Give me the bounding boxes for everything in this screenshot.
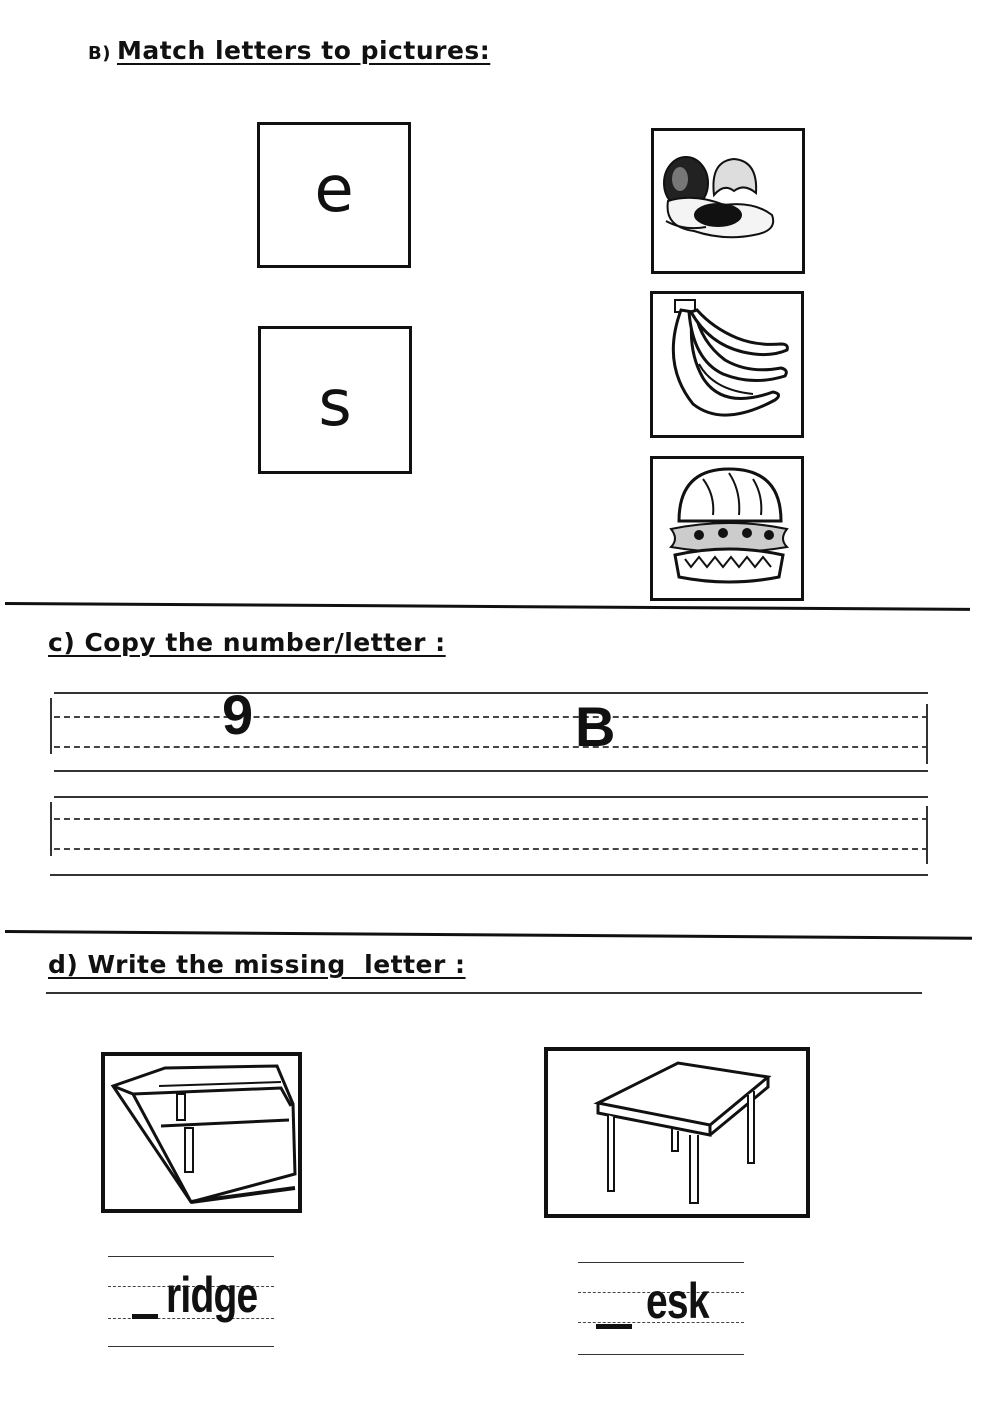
band-left-edge <box>50 802 52 856</box>
eggs-picture[interactable] <box>651 128 805 274</box>
letter-e: e <box>314 153 354 227</box>
band-dashed-line <box>54 716 928 718</box>
word-bottom-line <box>108 1346 274 1347</box>
letter-box-e[interactable] <box>257 122 411 268</box>
section-d-title: d) Write the missing letter : <box>48 950 466 979</box>
word-top-line <box>578 1262 744 1263</box>
word-bottom-line <box>578 1354 744 1355</box>
section-divider <box>5 930 972 940</box>
eggs-icon <box>654 131 802 271</box>
missing-letter-blank-1[interactable] <box>132 1314 158 1319</box>
band-left-edge <box>50 698 52 754</box>
section-c-heading <box>48 628 446 657</box>
letter-box-s[interactable] <box>258 326 412 474</box>
band-dashed-line <box>54 818 928 820</box>
sandwich-icon <box>653 459 801 598</box>
band-right-edge <box>926 806 928 864</box>
section-d-heading <box>48 950 466 979</box>
letter-s: s <box>318 367 352 441</box>
band-bottom-line <box>50 874 928 876</box>
table-picture[interactable] <box>544 1047 810 1218</box>
word-top-line <box>108 1256 274 1257</box>
word-esk: esk <box>646 1273 709 1329</box>
section-b-heading <box>88 36 490 65</box>
band-dashed-line <box>54 746 928 748</box>
band-dashed-line <box>54 848 928 850</box>
bananas-picture[interactable] <box>650 291 804 438</box>
sandwich-picture[interactable] <box>650 456 804 601</box>
section-b-title: Match letters to pictures: <box>116 36 491 65</box>
section-divider <box>5 602 970 611</box>
section-b-prefix: B) <box>88 43 111 64</box>
missing-letter-blank-2[interactable] <box>596 1324 632 1329</box>
fridge-icon <box>105 1056 298 1209</box>
band-top-line <box>54 796 928 798</box>
copy-item-B: B <box>575 695 616 758</box>
band-top-line <box>54 692 928 694</box>
table-icon <box>548 1051 806 1214</box>
band-bottom-line <box>54 770 928 772</box>
band-right-edge <box>926 704 928 764</box>
copy-item-9: 9 <box>222 683 254 746</box>
section-c-title: c) Copy the number/letter : <box>48 628 446 657</box>
bananas-icon <box>653 294 801 435</box>
heading-rule <box>46 992 922 994</box>
fridge-picture[interactable] <box>101 1052 302 1213</box>
word-ridge: ridge <box>166 1267 258 1323</box>
